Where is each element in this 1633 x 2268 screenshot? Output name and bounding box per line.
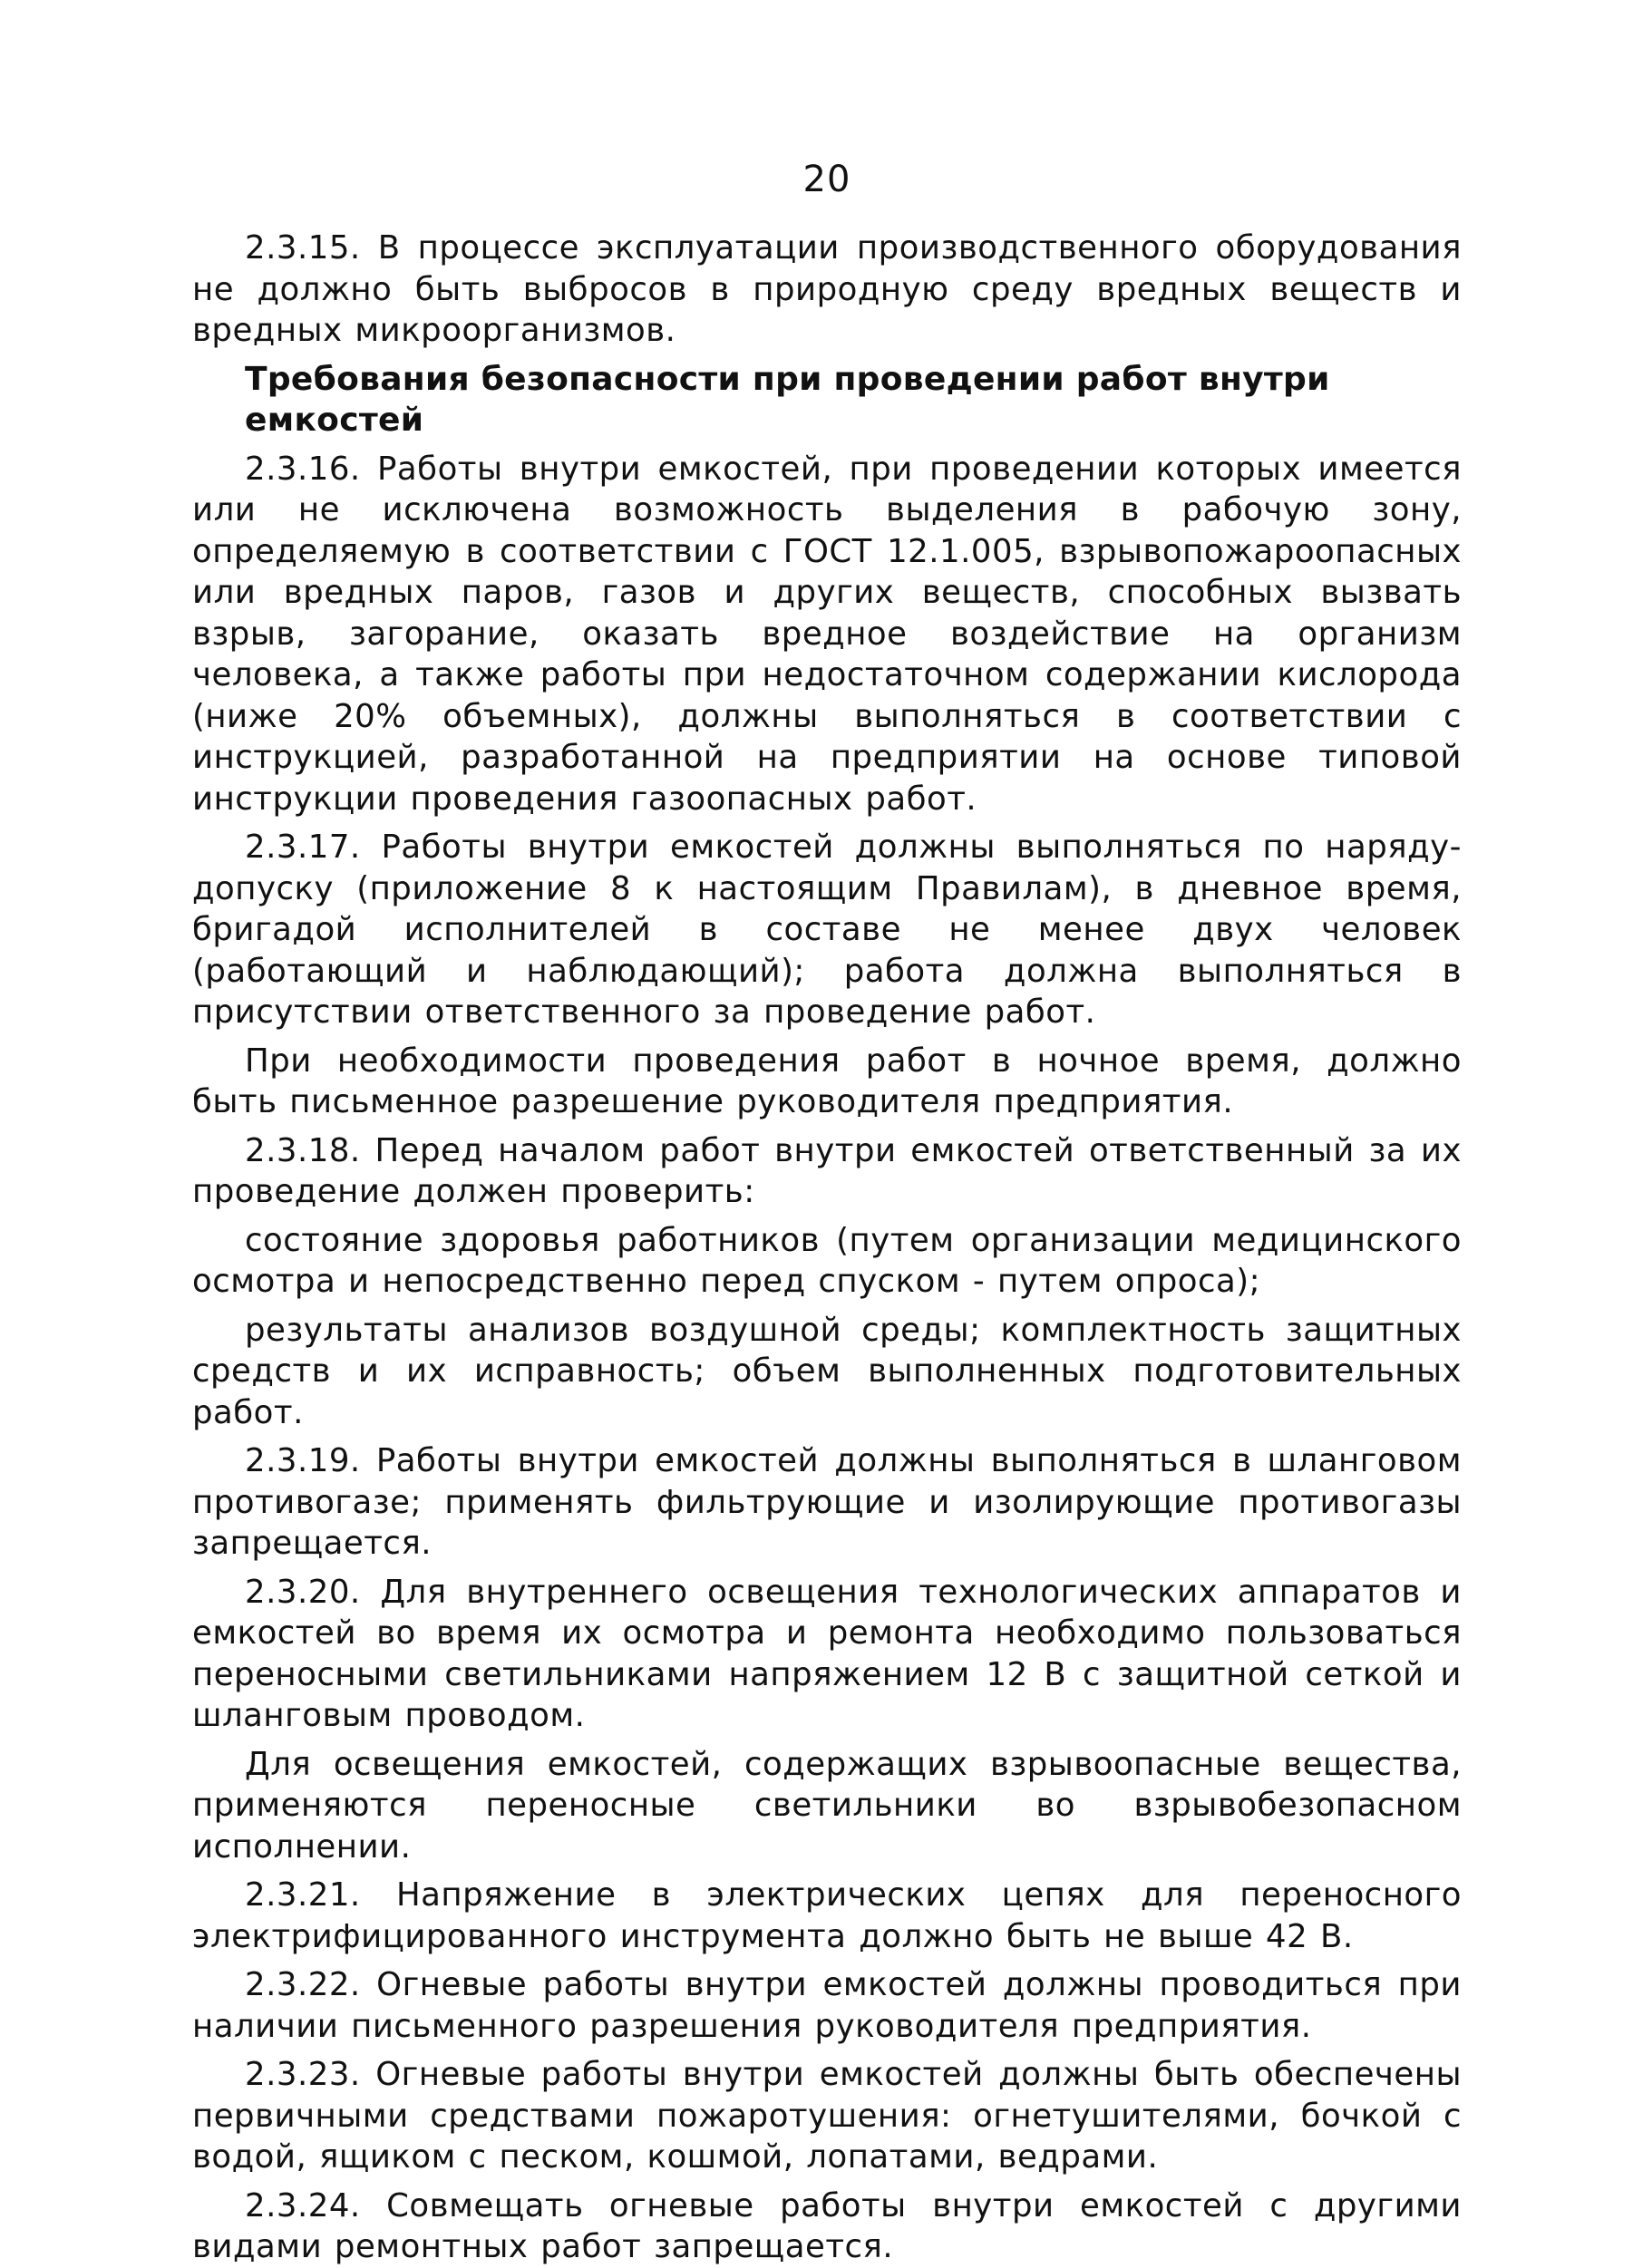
paragraph-2-3-15: 2.3.15. В процессе эксплуатации производственного оборудования не должно быть выбросов в природную среду вредных веществ и вредных микроорганизмов. (192, 229, 1462, 349)
paragraph-2-3-20: 2.3.20. Для внутреннего освещения технологических аппаратов и емкостей во время их осмотра и ремонта необходимо пользоваться переносными светильниками напряжением 12 В с защитной сеткой и шланговым проводом. (192, 1573, 1462, 1734)
paragraph-2-3-17: 2.3.17. Работы внутри емкостей должны выполняться по наряду-допуску (приложение 8 к настоящим Правилам), в дневное время, бригадой исполнителей в составе не менее двух человек (работающий и наблюдающий); работа должна выполняться в присутствии ответственного за проведение работ. (192, 829, 1462, 1031)
document-page (192, 159, 1462, 2265)
paragraph-2-3-21: 2.3.21. Напряжение в электрических цепях для переносного электрифицированного инструмента должно быть не выше 42 В. (192, 1876, 1462, 1955)
paragraph-2-3-19: 2.3.19. Работы внутри емкостей должны выполняться в шланговом противогазе; применять фильтрующие и изолирующие противогазы запрещается. (192, 1442, 1462, 1562)
section-heading: Требования безопасности при проведении работ внутри емкостей (245, 360, 1330, 439)
paragraph-2-3-16: 2.3.16. Работы внутри емкостей, при проведении которых имеется или не исключена возможность выделения в рабочую зону, определяемую в соответствии с ГОСТ 12.1.005, взрывопожароопасных или вредных паров, газов и других веществ, способных вызвать взрыв, загорание, оказать вредное воздействие на организм человека, а также работы при недостаточном содержании кислорода (ниже 20% объемных), должны выполняться в соответствии с инструкцией, разработанной на предприятии на основе типовой инструкции проведения газоопасных работ. (192, 450, 1462, 818)
paragraph-night-work: При необходимости проведения работ в ночное время, должно быть письменное разрешение руководителя предприятия. (192, 1042, 1462, 1120)
paragraph-2-3-23: 2.3.23. Огневые работы внутри емкостей должны быть обеспечены первичными средствами пожаротушения: огнетушителями, бочкой с водой, ящиком с песком, кошмой, лопатами, ведрами. (192, 2056, 1462, 2176)
paragraph-explosion-proof-lighting: Для освещения емкостей, содержащих взрывоопасные вещества, применяются переносные светильники во взрывобезопасном исполнении. (192, 1745, 1462, 1866)
paragraph-2-3-22: 2.3.22. Огневые работы внутри емкостей должны проводиться при наличии письменного разрешения руководителя предприятия. (192, 1966, 1462, 2045)
paragraph-2-3-24: 2.3.24. Совмещать огневые работы внутри емкостей с другими видами ремонтных работ запрещается. (192, 2186, 1462, 2265)
paragraph-health-check: состояние здоровья работников (путем организации медицинского осмотра и непосредственно перед спуском - путем опроса); (192, 1221, 1462, 1300)
paragraph-2-3-18: 2.3.18. Перед началом работ внутри емкостей ответственный за их проведение должен проверить: (192, 1131, 1462, 1210)
page-number: 20 (802, 159, 851, 200)
paragraph-air-analysis: результаты анализов воздушной среды; комплектность защитных средств и их исправность; объем выполненных подготовительных работ. (192, 1311, 1462, 1431)
